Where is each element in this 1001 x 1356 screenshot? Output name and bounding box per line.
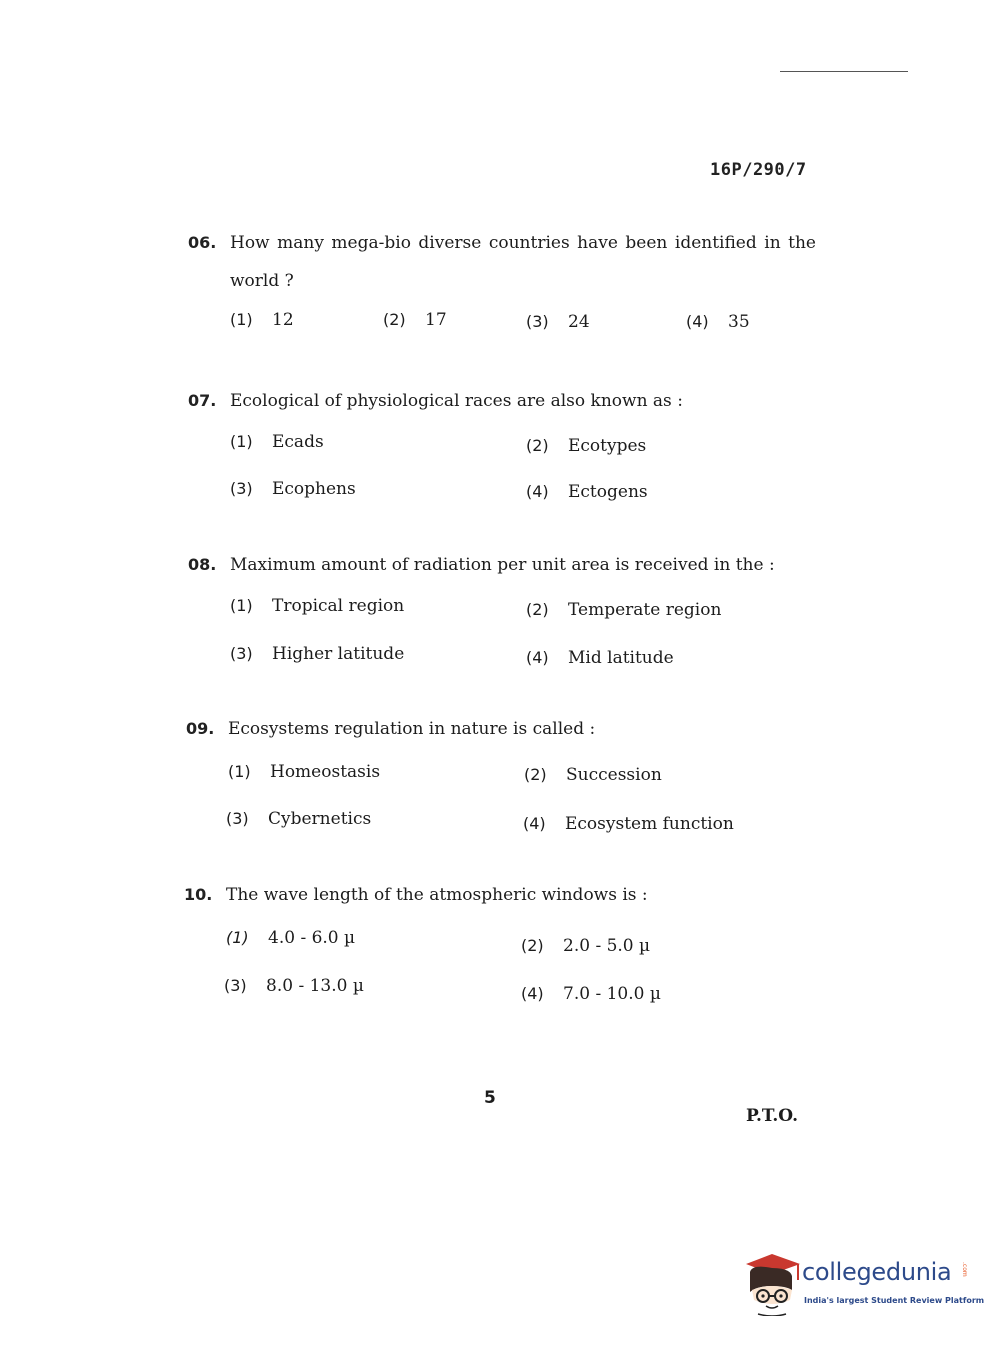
pto-label: P.T.O. [746, 1106, 798, 1126]
option-number: (2) [526, 600, 549, 619]
option-1 [226, 928, 355, 948]
question-text: Maximum amount of radiation per unit area is received in the : [230, 555, 775, 575]
brand-domain: .com [961, 1262, 968, 1277]
option-number: (4) [521, 984, 544, 1003]
question-stem [188, 382, 828, 420]
option-number: (4) [686, 312, 709, 331]
option-text: 4.0 - 6.0 µ [268, 928, 356, 948]
collegedunia-watermark [742, 1250, 985, 1320]
question-stem [186, 710, 826, 748]
question-stem [188, 546, 828, 584]
top-rule [780, 71, 908, 72]
option-text: Ecads [272, 432, 324, 452]
option-2 [526, 600, 721, 620]
option-4 [526, 648, 674, 668]
option-text: Homeostasis [270, 762, 381, 782]
option-4 [686, 312, 750, 332]
option-number: (4) [526, 482, 549, 501]
page-number: 5 [484, 1088, 496, 1108]
option-text: Ecosystem function [565, 814, 734, 834]
option-3 [526, 312, 590, 332]
option-text: Ectogens [568, 482, 648, 502]
option-text: 17 [425, 310, 447, 330]
question-number: 08. [188, 555, 217, 574]
option-number: (2) [526, 436, 549, 455]
paper-code: 16P/290/7 [710, 160, 807, 180]
option-number: (1) [230, 310, 253, 329]
option-3 [230, 644, 404, 664]
question-10 [184, 876, 824, 1020]
option-text: 7.0 - 10.0 µ [563, 984, 661, 1004]
option-1 [230, 310, 294, 330]
option-number: (1) [230, 596, 253, 615]
option-1 [228, 762, 380, 782]
option-3 [224, 976, 364, 996]
question-07 [188, 382, 828, 526]
option-1 [230, 596, 404, 616]
option-2 [521, 936, 650, 956]
option-2 [526, 436, 646, 456]
brand-name: collegedunia [802, 1258, 952, 1286]
question-stem [188, 224, 828, 300]
option-text: Mid latitude [568, 648, 674, 668]
option-number: (4) [523, 814, 546, 833]
option-number: (2) [383, 310, 406, 329]
option-number: (3) [226, 809, 249, 828]
option-number: (3) [224, 976, 247, 995]
option-1 [230, 432, 324, 452]
option-number: (2) [524, 765, 547, 784]
option-4 [523, 814, 734, 834]
option-2 [524, 765, 662, 785]
option-number: (1) [228, 762, 251, 781]
option-number: (3) [526, 312, 549, 331]
option-4 [521, 984, 661, 1004]
option-number: (3) [230, 479, 253, 498]
option-number: (3) [230, 644, 253, 663]
option-text: Tropical region [272, 596, 405, 616]
option-text: Ecotypes [568, 436, 647, 456]
option-text: Succession [566, 765, 662, 785]
option-text: 24 [568, 312, 590, 332]
option-text: Cybernetics [268, 809, 372, 829]
question-09 [186, 710, 826, 854]
question-08 [188, 546, 828, 690]
option-text: 2.0 - 5.0 µ [563, 936, 651, 956]
options [188, 590, 828, 690]
question-text: The wave length of the atmospheric windows is : [226, 885, 648, 905]
option-text: 12 [272, 310, 294, 330]
question-number: 06. [188, 233, 217, 252]
option-4 [526, 482, 648, 502]
option-text: Ecophens [272, 479, 356, 499]
question-stem [184, 876, 824, 914]
options [188, 310, 828, 350]
question-text: How many mega-bio diverse countries have been identified in the world ? [230, 233, 816, 291]
options [184, 920, 824, 1020]
option-text: 35 [728, 312, 750, 332]
question-number: 07. [188, 391, 217, 410]
options [186, 754, 826, 854]
question-06 [188, 224, 828, 350]
question-text: Ecological of physiological races are also known as : [230, 391, 683, 411]
option-3 [226, 809, 371, 829]
brand-tagline: India's largest Student Review Platform [804, 1296, 985, 1305]
option-number: (2) [521, 936, 544, 955]
question-text: Ecosystems regulation in nature is called : [228, 719, 596, 739]
option-2 [383, 310, 447, 330]
option-3 [230, 479, 356, 499]
option-number: (1) [230, 432, 253, 451]
option-number: (4) [526, 648, 549, 667]
student-mascot-icon [742, 1250, 802, 1316]
option-text: Higher latitude [272, 644, 405, 664]
options [188, 426, 828, 526]
question-number: 10. [184, 885, 213, 904]
question-number: 09. [186, 719, 215, 738]
option-text: Temperate region [568, 600, 722, 620]
option-text: 8.0 - 13.0 µ [266, 976, 364, 996]
option-number: (1) [226, 928, 249, 947]
